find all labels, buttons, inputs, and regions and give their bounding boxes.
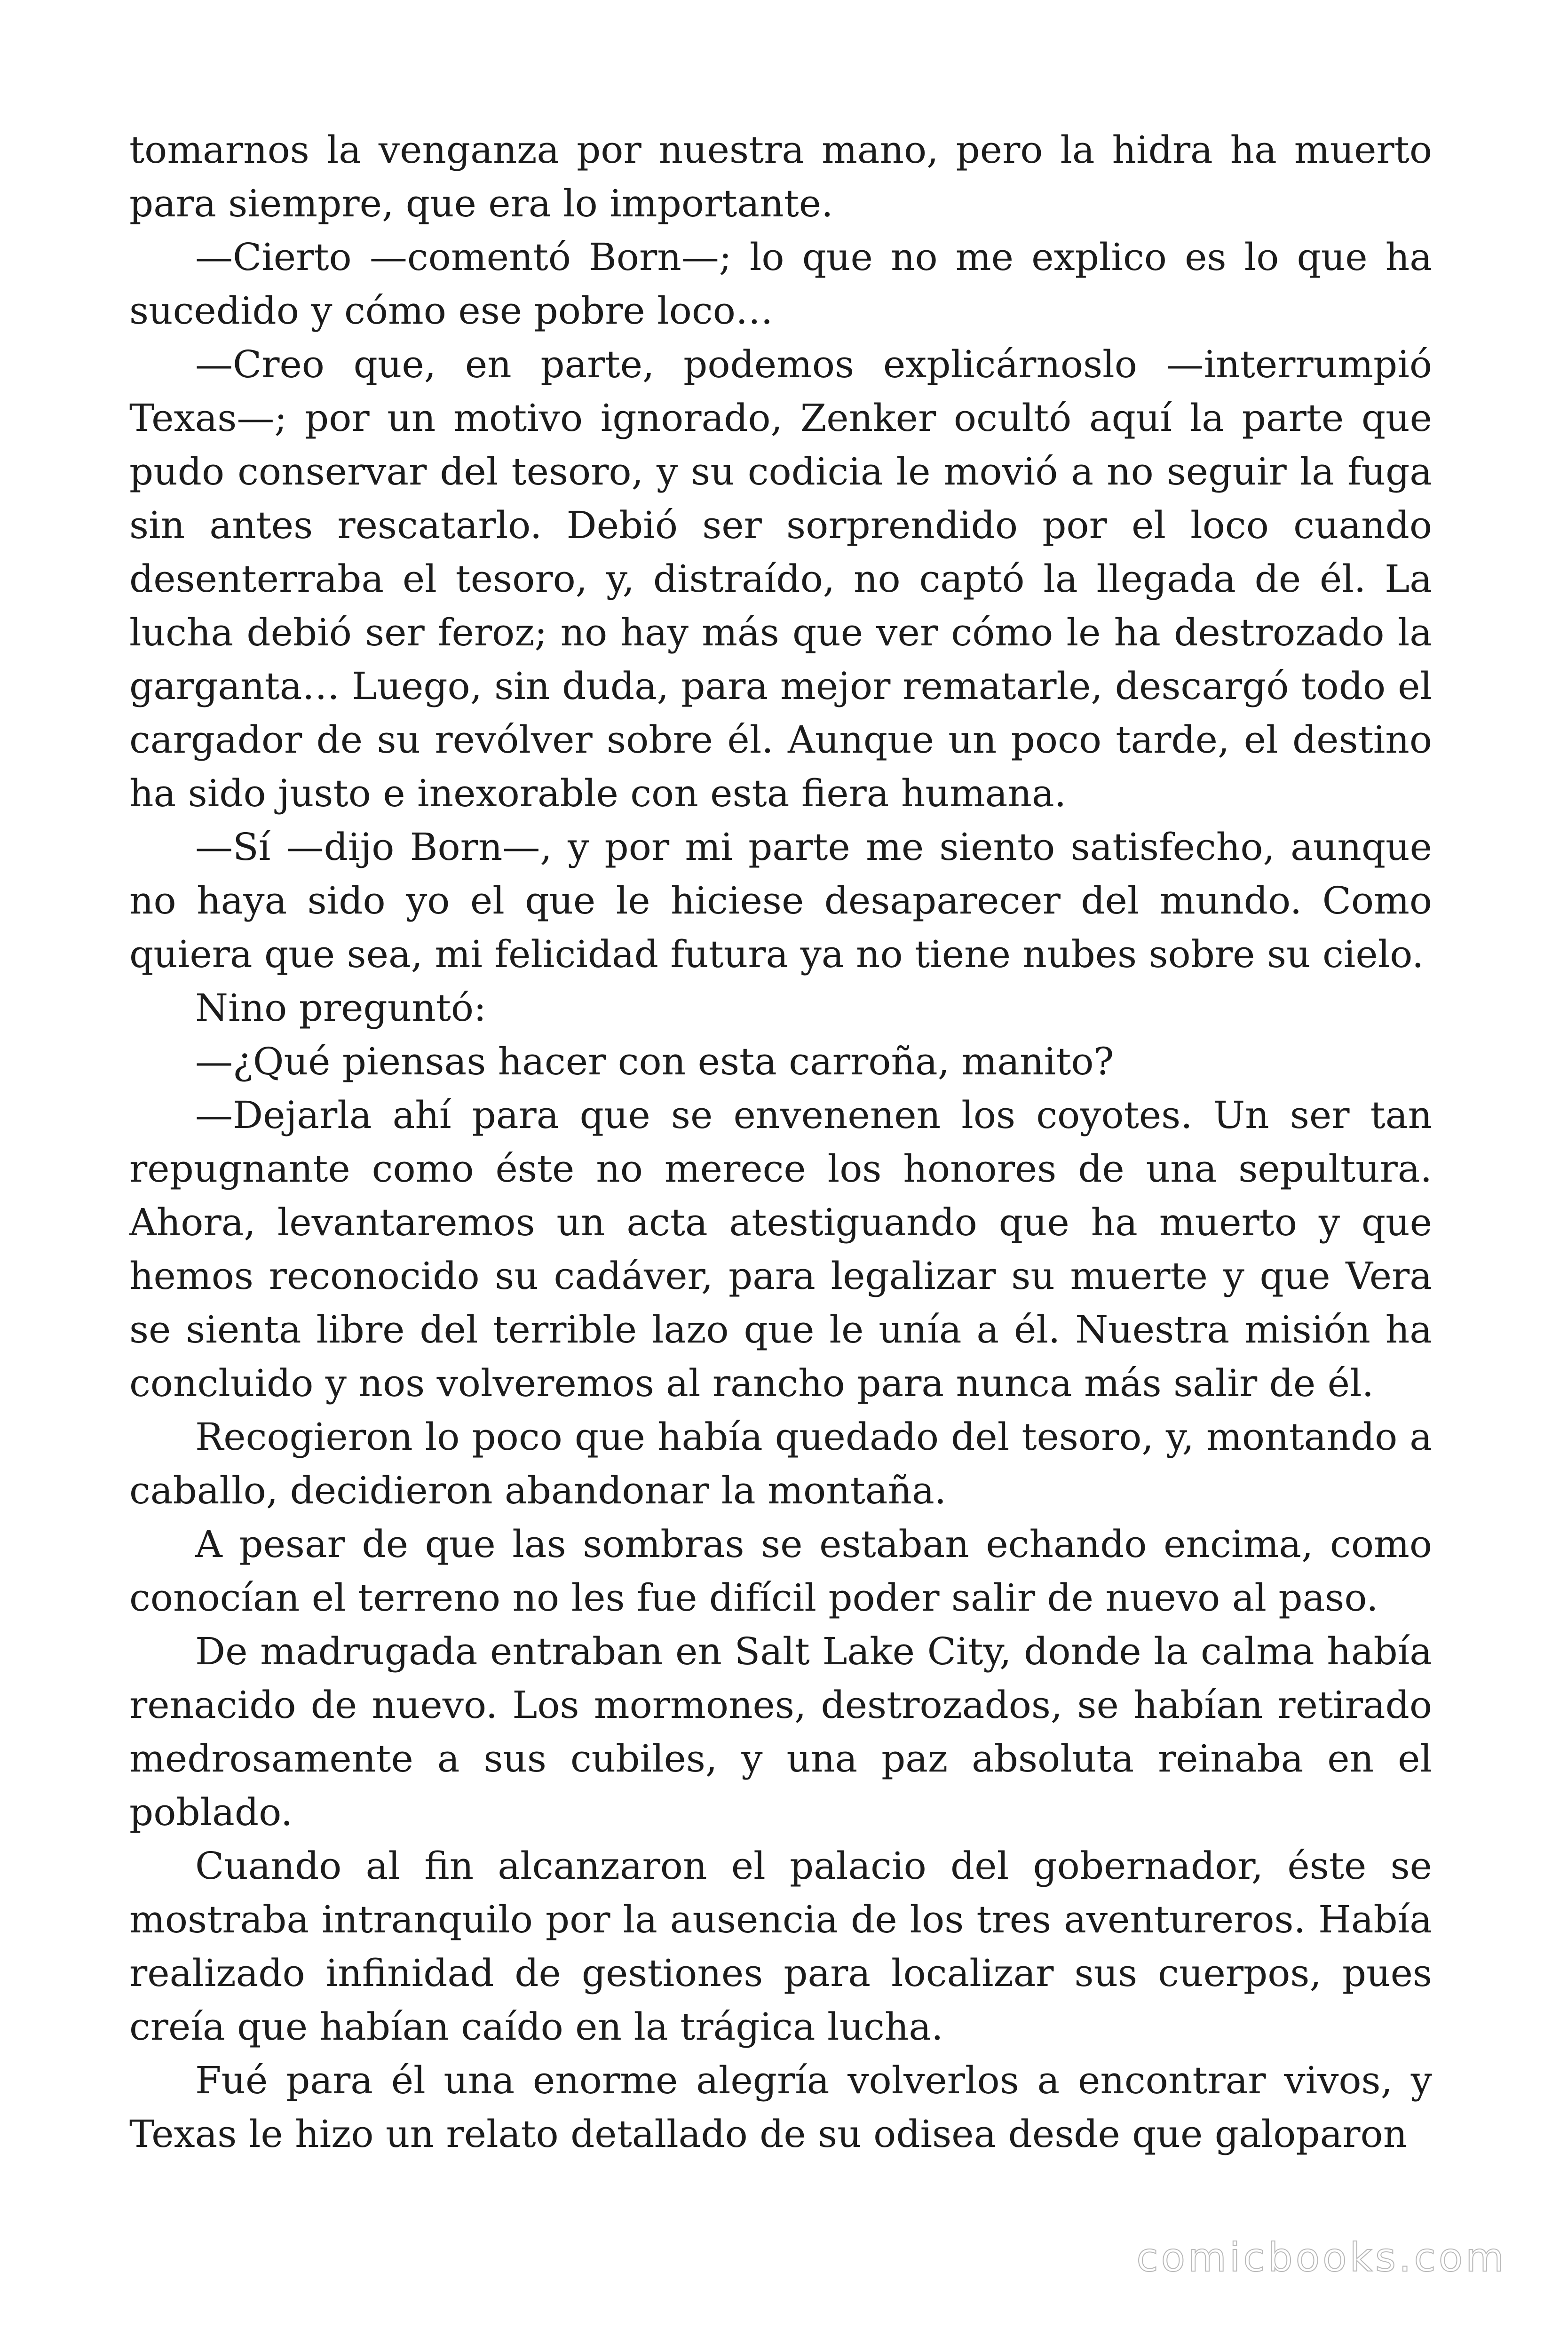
page-body [129,123,1432,2161]
paragraph: —Cierto —comentó Born—; lo que no me explico es lo que ha sucedido y cómo ese pobre loco… [129,235,1432,333]
paragraph: —Dejarla ahí para que se envenenen los coyotes. Un ser tan repugnante como éste no merece los honores de una sepultura. Ahora, levantaremos un acta atestiguando que ha muerto y que hemos reconocido su cadáver, para legalizar su muerte y que Vera se sienta libre del terrible lazo que le unía a él. Nuestra misión ha concluido y nos volveremos al rancho para nunca más salir de él. [129,1093,1432,1405]
paragraph: A pesar de que las sombras se estaban echando encima, como conocían el terreno no les fue difícil poder salir de nuevo al paso. [129,1522,1432,1620]
paragraph: Fué para él una enorme alegría volverlos a encontrar vivos, y Texas le hizo un relato detallado de su odisea desde que galoparon [129,2058,1432,2156]
paragraph: Nino preguntó: [195,986,487,1030]
paragraph: —Sí —dijo Born—, y por mi parte me siento satisfecho, aunque no haya sido yo el que le hiciese desaparecer del mundo. Como quiera que sea, mi felicidad futura ya no tiene nubes sobre su cielo. [129,825,1432,976]
paragraph: tomarnos la venganza por nuestra mano, pero la hidra ha muerto para siempre, que era lo importante. [129,128,1432,225]
paragraph: Cuando al fin alcanzaron el palacio del gobernador, éste se mostraba intranquilo por la ausencia de los tres aventureros. Había realizado infinidad de gestiones para localizar sus cuerpos, pues creía que habían caído en la trágica lucha. [129,1844,1432,2049]
watermark: comicbooks.com [1136,2234,1507,2280]
paragraph: Recogieron lo poco que había quedado del tesoro, y, montando a caballo, decidieron abandonar la montaña. [129,1415,1432,1512]
paragraph: —Creo que, en parte, podemos explicárnoslo —interrumpió Texas—; por un motivo ignorado, Zenker ocultó aquí la parte que pudo conservar del tesoro, y su codicia le movió a no seguir la fuga sin antes rescatarlo. Debió ser sorprendido por el loco cuando desenterraba el tesoro, y, distraído, no captó la llegada de él. La lucha debió ser feroz; no hay más que ver cómo le ha destrozado la garganta… Luego, sin duda, para mejor rematarle, descargó todo el cargador de su revólver sobre él. Aunque un poco tarde, el destino ha sido justo e inexorable con esta fiera humana. [129,342,1432,815]
paragraph: —¿Qué piensas hacer con esta carroña, manito? [195,1040,1114,1083]
paragraph: De madrugada entraban en Salt Lake City, donde la calma había renacido de nuevo. Los mormones, destrozados, se habían retirado medrosamente a sus cubiles, y una paz absoluta reinaba en el poblado. [129,1629,1432,1834]
